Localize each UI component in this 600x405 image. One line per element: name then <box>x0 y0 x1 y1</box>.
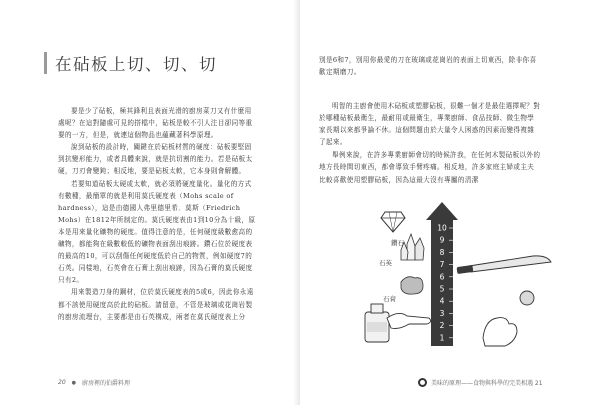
right-footer <box>418 378 543 387</box>
label-gypsum: 石膏 <box>383 295 396 303</box>
scale-number: 5 <box>439 284 445 294</box>
knife-icon <box>457 256 551 274</box>
page-number: 20 <box>58 379 66 386</box>
label-diamond: 鑽石 <box>391 239 404 247</box>
quartz-icon <box>401 234 424 260</box>
scale-number: 9 <box>439 235 445 245</box>
paragraph: 若要知道砧板太硬或太軟，就必須將硬度量化。量化的方式有數種，最簡單的就是利用莫氏硬度表（Mohs scale of hardness），這是由德國人弗里德里希．莫斯（Friedrich Mohs）在1812年所制定的。莫氏硬度表由1到10分為十級，原本是用來量化礦物的硬度。值得注意的是，任何硬度級數愈高的礦物，都能夠在級數較低的礦物表面刮出痕跡。鑽石位於硬度表的最高的10，可以刮傷任何硬度低於自己的物質，例如硬度7的石英。同樣地，石英會在石膏上刮出痕跡，因為石膏的莫氏硬度只有2。 <box>58 179 256 285</box>
series-title: 美味的原理——食物與科學的完美相遇 21 <box>431 380 543 387</box>
paragraph: 要是少了砧板，極其鋒利且表面光滑的廚房菜刀又有什麼用處呢？在這對隨處可見的搭檔中，砧板是較不引人注目卻同等重要的一方，但是，就連這個物品也蘊藏著科學原理。 <box>58 107 253 140</box>
paragraph: 明智的主廚會使用木砧板或塑膠砧板，很難一個才是最佳選擇呢？對於哪種砧板最衛生，最耐用或最衛生，專業廚師、食品技師、微生物學家長期以來都爭論不休。這個問題由於大量令人困惑的因素而變得複雜了起來。 <box>319 102 541 147</box>
chapter-title: 在砧板上切、切、切 <box>55 55 217 74</box>
title-accent-bar <box>44 52 47 74</box>
right-body-text <box>319 100 541 187</box>
diamond-icon <box>381 212 405 232</box>
scale-number: 2 <box>439 321 445 331</box>
palm-icon <box>483 318 517 346</box>
gypsum-icon <box>401 277 423 294</box>
paragraph: 別是6和7，別用你最愛的刀在玻璃或花崗岩的表面上切東西，除非你喜歡定期磨刀。 <box>319 56 537 77</box>
arrow-head <box>426 202 458 220</box>
paragraph: 說到砧板的設計時，關鍵在於砧板材質的硬度：砧板要堅固到抗變形能力，或者具體來說，就是抗切割的能力。若是砧板太硬，刀刃會變鈍；相反地，要是砧板太軟，它本身則會解體。 <box>58 143 253 176</box>
hardness-scale-svg <box>357 200 557 350</box>
scale-number: 3 <box>439 308 445 318</box>
left-footer <box>58 378 130 387</box>
paragraph: 用來製造刀身的鋼材，位於莫氏硬度表的5或6，因此你永遠都不該使用硬度高於此的砧板。請留意，不管是玻璃或花崗岩製的廚房流理台，主要都是由石英構成，兩者在莫氏硬度表上分 <box>58 288 254 321</box>
coin-icon <box>520 291 534 305</box>
scale-number: 6 <box>439 272 445 282</box>
hand-icon <box>387 313 431 328</box>
scale-number: 1 <box>439 333 445 343</box>
scale-number: 7 <box>439 260 445 270</box>
running-title: 廚房裡的伯爵料理 <box>82 380 131 387</box>
bottle-icon <box>365 304 389 342</box>
scale-number: 4 <box>439 296 445 306</box>
footer-separator: ● <box>71 379 77 386</box>
left-body-text <box>58 105 258 323</box>
magnifier-icon <box>418 378 427 387</box>
scale-number: 10 <box>437 223 447 233</box>
scale-number: 8 <box>439 247 445 257</box>
paragraph: 舉例來說，在許多專業廚師會切的時候許我，在任何木製砧板以外的地方長時間切東西，都會導致手臂疼痛。相反地，許多家庭主婦或主夫比較喜歡使用塑膠砧板，因為這最大沒有專屬的清潔 <box>319 151 541 184</box>
hardness-illustration <box>357 200 557 350</box>
chapter-title-block <box>44 48 217 78</box>
right-top-text <box>319 54 541 78</box>
label-quartz: 石英 <box>379 259 392 267</box>
